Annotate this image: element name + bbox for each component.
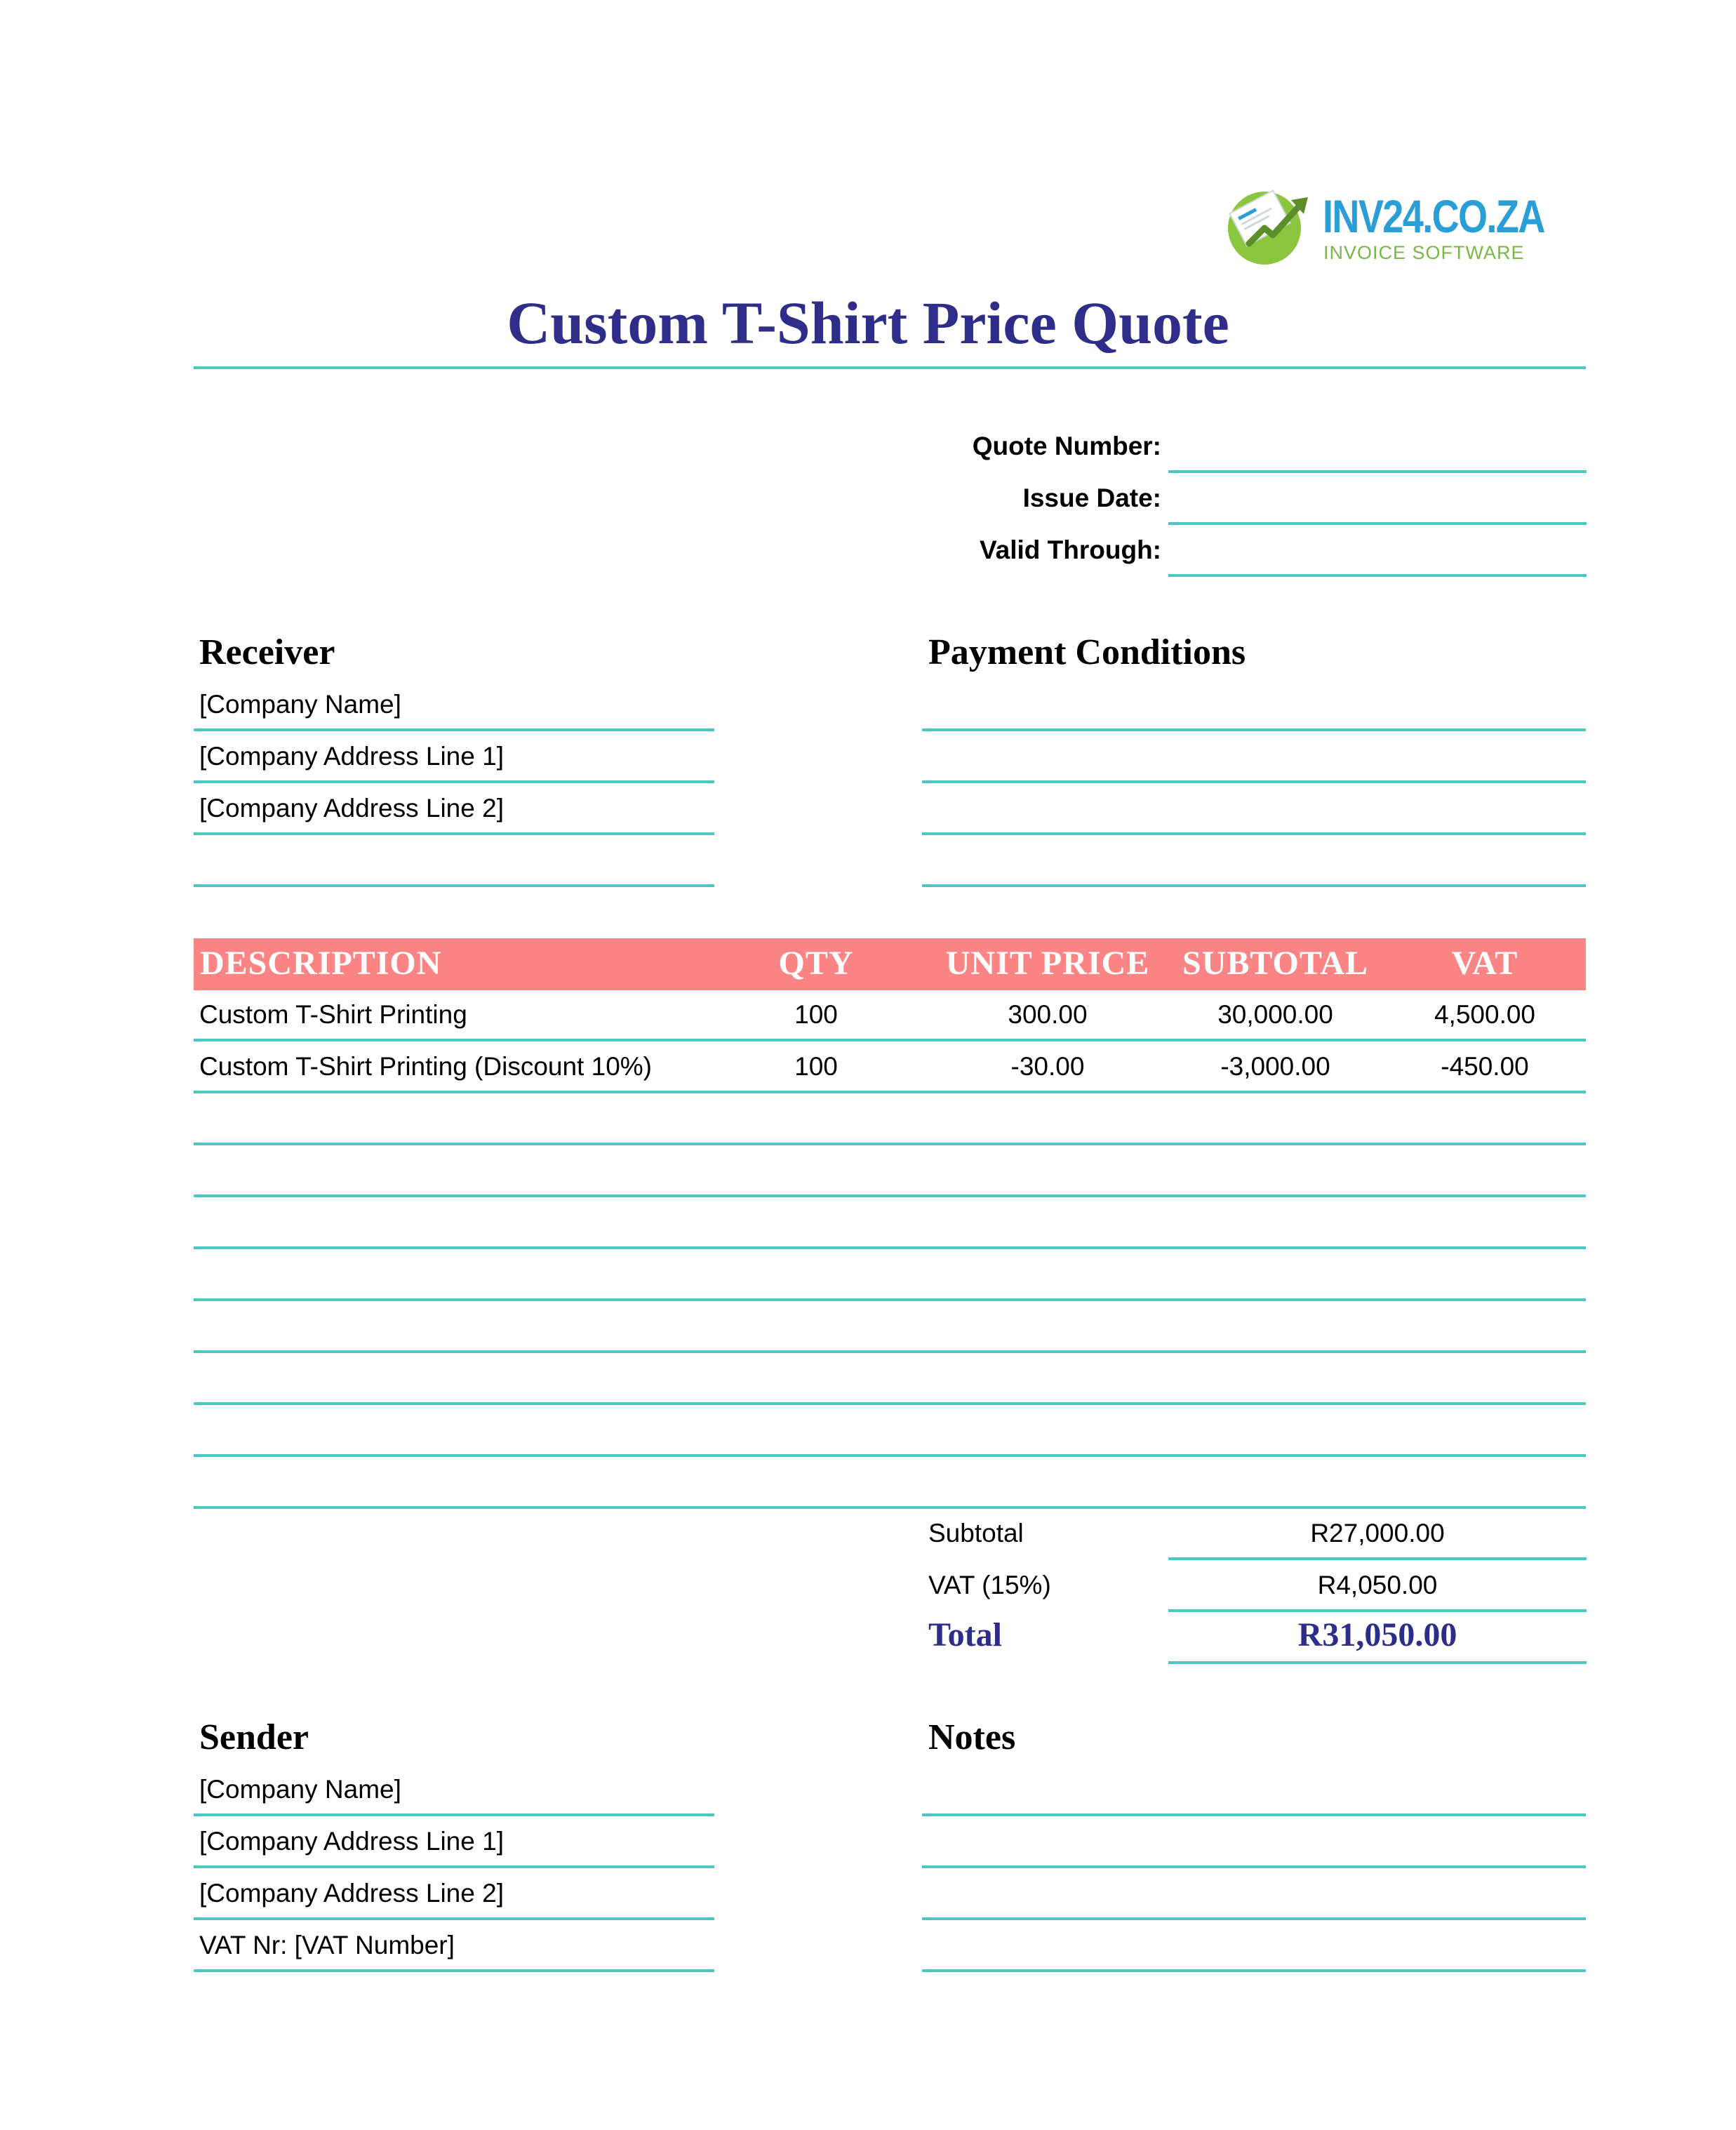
col-header-subtotal: SUBTOTAL xyxy=(1182,945,1368,982)
payment-line[interactable] xyxy=(922,728,1586,731)
valid-through-field[interactable] xyxy=(1168,574,1587,577)
sender-line xyxy=(194,1917,714,1920)
logo-tagline: INVOICE SOFTWARE xyxy=(1323,242,1525,263)
table-row-line xyxy=(194,1454,1586,1457)
receiver-line xyxy=(194,884,714,887)
receiver-company-name[interactable]: [Company Name] xyxy=(199,690,401,719)
payment-line[interactable] xyxy=(922,884,1586,887)
sender-address-line-2[interactable]: [Company Address Line 2] xyxy=(199,1879,504,1908)
payment-conditions-heading: Payment Conditions xyxy=(928,632,1246,672)
table-row-line xyxy=(194,1298,1586,1301)
table-row-line xyxy=(194,1350,1586,1353)
payment-line[interactable] xyxy=(922,832,1586,835)
notes-heading: Notes xyxy=(928,1717,1016,1757)
receiver-line xyxy=(194,832,714,835)
sender-line xyxy=(194,1813,714,1816)
table-row-line xyxy=(194,1039,1586,1041)
page-title: Custom T-Shirt Price Quote xyxy=(507,289,1229,357)
row1-unit-price[interactable]: 300.00 xyxy=(1008,1000,1088,1029)
row2-qty[interactable]: 100 xyxy=(794,1052,838,1081)
sender-heading: Sender xyxy=(199,1717,309,1757)
row2-subtotal[interactable]: -3,000.00 xyxy=(1220,1052,1330,1081)
notes-line[interactable] xyxy=(922,1813,1586,1816)
total-line xyxy=(1168,1661,1587,1664)
receiver-line xyxy=(194,728,714,731)
receiver-line xyxy=(194,780,714,783)
logo-graphic xyxy=(1221,179,1319,270)
row1-qty[interactable]: 100 xyxy=(794,1000,838,1029)
row1-description[interactable]: Custom T-Shirt Printing xyxy=(199,1000,467,1029)
valid-through-label: Valid Through: xyxy=(980,535,1161,564)
row2-vat[interactable]: -450.00 xyxy=(1441,1052,1529,1081)
sender-company-name[interactable]: [Company Name] xyxy=(199,1775,401,1804)
total-value: R31,050.00 xyxy=(1297,1616,1457,1653)
quote-number-field[interactable] xyxy=(1168,470,1587,473)
table-row-line xyxy=(194,1402,1586,1405)
payment-line[interactable] xyxy=(922,780,1586,783)
row1-vat[interactable]: 4,500.00 xyxy=(1434,1000,1536,1029)
table-row-line xyxy=(194,1246,1586,1249)
notes-line[interactable] xyxy=(922,1865,1586,1868)
sender-line xyxy=(194,1969,714,1972)
table-row-line xyxy=(194,1143,1586,1145)
subtotal-line xyxy=(1168,1557,1587,1560)
col-header-vat: VAT xyxy=(1451,945,1518,982)
col-header-qty: QTY xyxy=(778,945,854,982)
sender-line xyxy=(194,1865,714,1868)
sender-vat-number[interactable]: VAT Nr: [VAT Number] xyxy=(199,1931,455,1959)
receiver-address-line-1[interactable]: [Company Address Line 1] xyxy=(199,742,504,771)
subtotal-label: Subtotal xyxy=(928,1519,1024,1547)
table-row-line xyxy=(194,1194,1586,1197)
col-header-description: DESCRIPTION xyxy=(200,945,442,982)
subtotal-value: R27,000.00 xyxy=(1310,1519,1445,1547)
table-row-line xyxy=(194,1091,1586,1093)
total-label: Total xyxy=(928,1616,1002,1653)
notes-line[interactable] xyxy=(922,1969,1586,1972)
sender-address-line-1[interactable]: [Company Address Line 1] xyxy=(199,1827,504,1856)
issue-date-field[interactable] xyxy=(1168,522,1587,525)
row1-subtotal[interactable]: 30,000.00 xyxy=(1217,1000,1333,1029)
logo-wordmark: INV24.CO.ZA xyxy=(1323,190,1544,242)
receiver-heading: Receiver xyxy=(199,632,335,672)
vat-value: R4,050.00 xyxy=(1317,1571,1438,1599)
vat-line xyxy=(1168,1609,1587,1612)
col-header-unit-price: UNIT PRICE xyxy=(945,945,1150,982)
receiver-address-line-2[interactable]: [Company Address Line 2] xyxy=(199,794,504,823)
issue-date-label: Issue Date: xyxy=(1022,484,1161,512)
notes-line[interactable] xyxy=(922,1917,1586,1920)
title-divider xyxy=(194,366,1586,369)
quote-number-label: Quote Number: xyxy=(972,432,1161,460)
vat-label: VAT (15%) xyxy=(928,1571,1051,1599)
row2-description[interactable]: Custom T-Shirt Printing (Discount 10%) xyxy=(199,1052,652,1081)
row2-unit-price[interactable]: -30.00 xyxy=(1010,1052,1085,1081)
table-row-line xyxy=(194,1506,1586,1509)
